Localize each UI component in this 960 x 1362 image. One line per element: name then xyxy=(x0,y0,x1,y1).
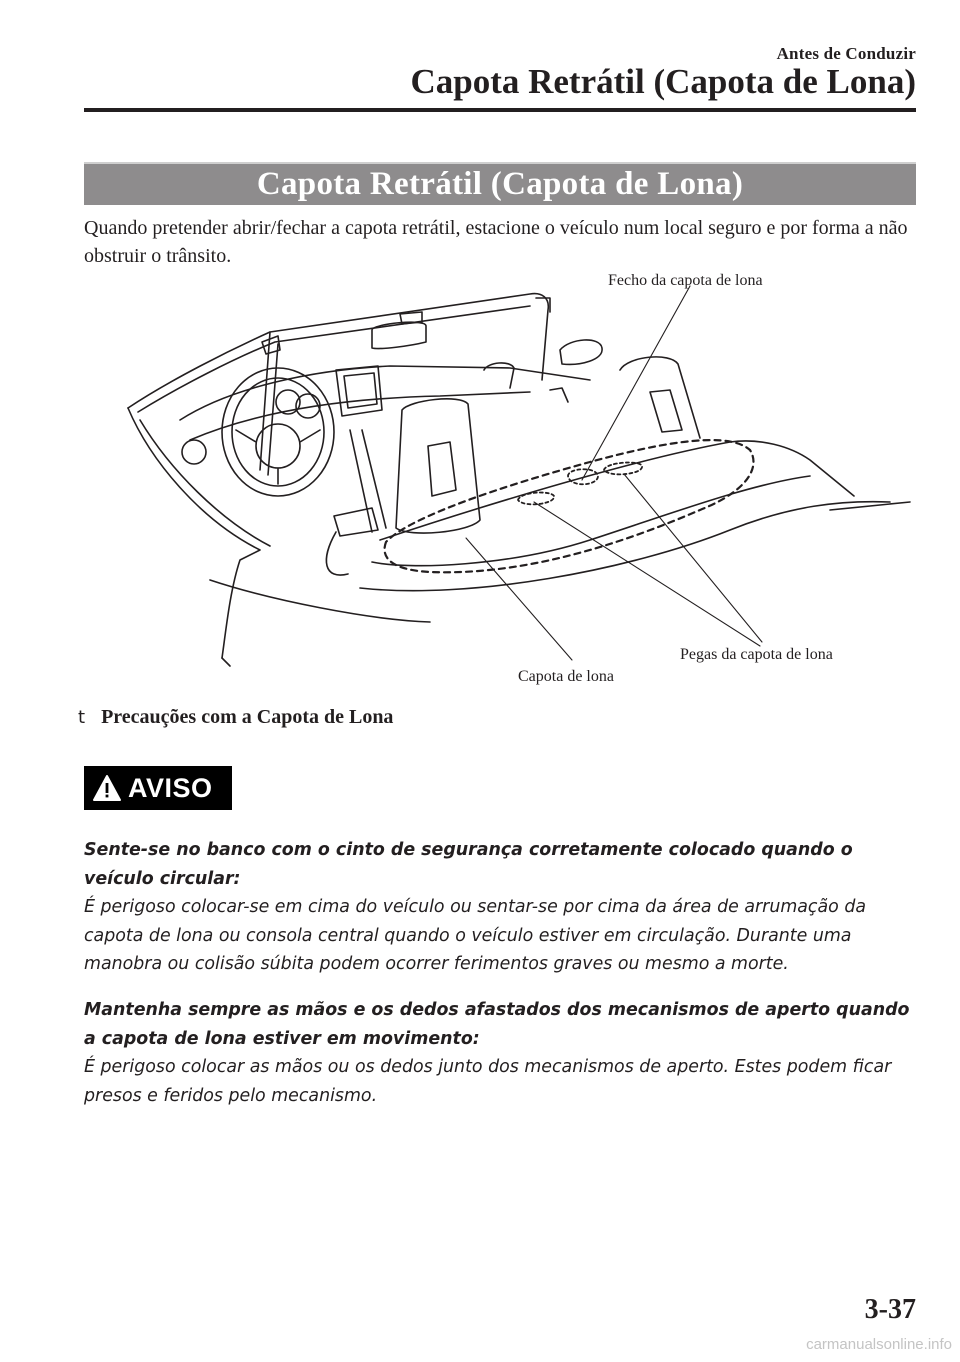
intro-paragraph: Quando pretender abrir/fechar a capota retrátil, estacione o veículo num local seguro e por forma a não obstruir o trânsito. xyxy=(84,217,908,267)
car-interior-illustration xyxy=(110,270,920,700)
warning-badge xyxy=(84,766,232,810)
warning-item-1 xyxy=(84,836,916,979)
section-banner xyxy=(84,162,916,205)
warning-label: AVISO xyxy=(128,772,213,803)
callout-handles: Pegas da capota de lona xyxy=(680,646,833,663)
watermark: carmanualsonline.info xyxy=(806,1336,952,1353)
warning-item-2 xyxy=(84,996,916,1110)
warning-triangle-icon xyxy=(92,774,122,802)
section-title: Capota Retrátil (Capota de Lona) xyxy=(256,166,744,202)
warning-item-body: É perigoso colocar-se em cima do veículo ou sentar-se por cima da área de arrumação da capota de lona ou consola central quando o veículo estiver em circulação. Durante uma manobra ou colisão súbita podem ocorrer ferimentos graves ou mesmo a morte. xyxy=(84,897,867,974)
precautions-subheading xyxy=(78,706,393,729)
warning-item-heading: Sente-se no banco com o cinto de segurança corretamente colocado quando o veículo circular: xyxy=(84,840,853,889)
page-number: 3-37 xyxy=(864,1294,916,1325)
warning-item-body: É perigoso colocar as mãos ou os dedos junto dos mecanismos de aperto. Estes podem ficar presos e feridos pelo mecanismo. xyxy=(84,1057,892,1106)
subhead-bullet: t xyxy=(78,707,86,728)
callout-latch: Fecho da capota de lona xyxy=(608,272,763,289)
convertible-top-figure xyxy=(110,270,920,700)
running-head-title: Capota Retrátil (Capota de Lona) xyxy=(410,62,916,101)
callout-top: Capota de lona xyxy=(518,668,614,685)
subhead-title: Precauções com a Capota de Lona xyxy=(101,706,394,728)
header-rule xyxy=(84,108,916,112)
running-head-chapter: Antes de Conduzir xyxy=(776,44,916,63)
warning-item-heading: Mantenha sempre as mãos e os dedos afastados dos mecanismos de aperto quando a capota de lona estiver em movimento: xyxy=(84,1000,910,1049)
